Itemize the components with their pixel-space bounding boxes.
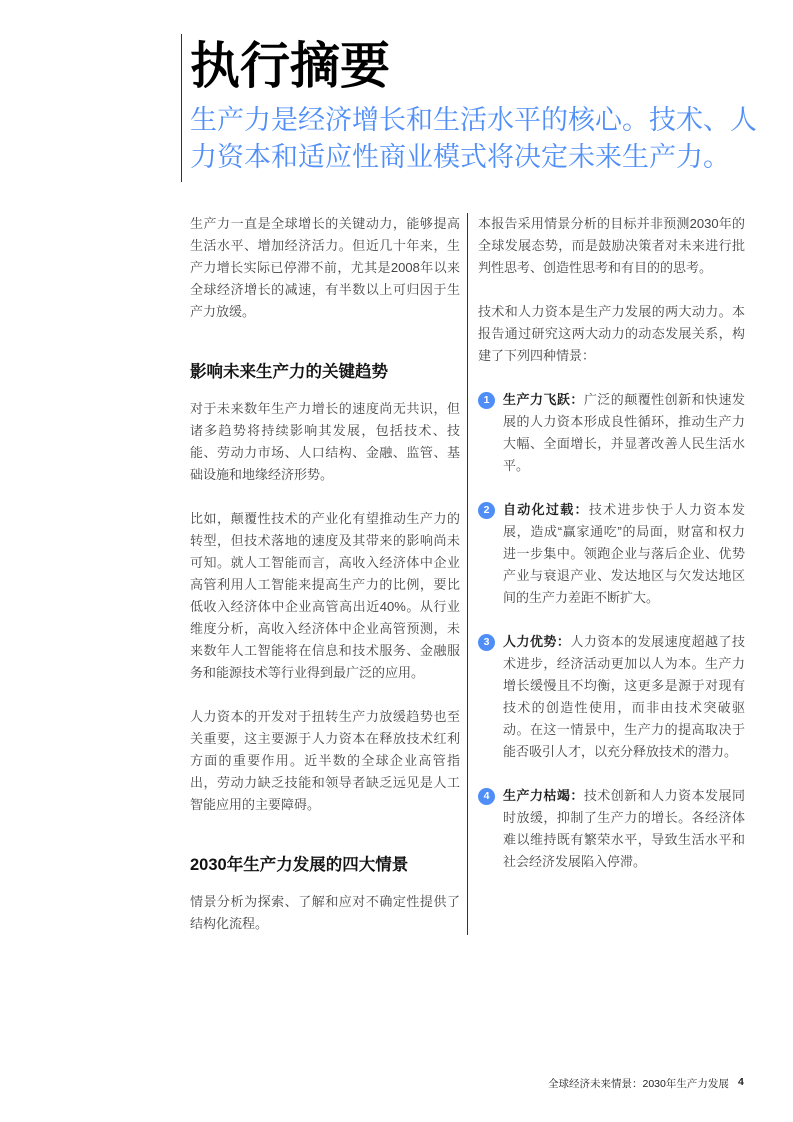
- scenario-text: 人力资本的发展速度超越了技术进步，经济活动更加以人为本。生产力增长缓慢且不均衡，这更多是源于对现有技术的创造性使用，而非由技术突破驱动。在这一情景中，生产力的提高取决于能否吸引人才，以充分释放技术的潜力。: [503, 634, 745, 759]
- right-column: [468, 213, 745, 935]
- number-badge-icon: 1: [478, 392, 495, 409]
- page-number: 4: [738, 1076, 744, 1088]
- scenario-text: 广泛的颠覆性创新和快速发展的人力资本形成良性循环，推动生产力大幅、全面增长，并显著改善人民生活水平。: [503, 392, 745, 473]
- section-heading-trends: 影响未来生产力的关键趋势: [190, 363, 388, 381]
- scenario-item-1: [478, 389, 745, 477]
- scenario-intro-paragraph: 情景分析为探索、了解和应对不确定性提供了结构化流程。: [190, 894, 460, 931]
- page-header: [181, 34, 770, 182]
- scenario-item-2: [478, 499, 745, 609]
- section-heading-scenarios: 2030年生产力发展的四大情景: [190, 856, 409, 874]
- footer-title: 全球经济未来情景：2030年生产力发展: [548, 1078, 729, 1090]
- left-column: [190, 213, 468, 935]
- scenario-text: 技术创新和人力资本发展同时放缓，抑制了生产力的增长。各经济体难以维持既有繁荣水平，导致生活水平和社会经济发展陷入停滞。: [503, 788, 745, 869]
- trends-paragraph: 对于未来数年生产力增长的速度尚无共识，但诸多趋势将持续影响其发展，包括技术、技能、劳动力市场、人口结构、金融、监管、基础设施和地缘经济形势。: [190, 401, 460, 482]
- drivers-paragraph: 技术和人力资本是生产力发展的两大动力。本报告通过研究这两大动力的动态发展关系，构建了下列四种情景：: [478, 304, 745, 363]
- page-subtitle: 生产力是经济增长和生活水平的核心。技术、人力资本和适应性商业模式将决定未来生产力。: [190, 105, 757, 172]
- scenario-label: 生产力飞跃：: [503, 392, 584, 407]
- number-badge-icon: 4: [478, 788, 495, 805]
- human-capital-paragraph: 人力资本的开发对于扭转生产力放缓趋势也至关重要，这主要源于人力资本在释放技术红利方面的重要作用。近半数的全球企业高管指出，劳动力缺乏技能和领导者缺乏远见是人工智能应用的主要障碍。: [190, 709, 460, 812]
- body-columns: [190, 213, 745, 935]
- page-title: 执行摘要: [190, 38, 390, 94]
- scenario-item-3: [478, 631, 745, 763]
- number-badge-icon: 3: [478, 634, 495, 651]
- number-badge-icon: 2: [478, 502, 495, 519]
- scenario-label: 自动化过载：: [503, 502, 589, 517]
- scenario-item-4: [478, 785, 745, 873]
- scenario-label: 生产力枯竭：: [503, 788, 584, 803]
- scenario-text: 技术进步快于人力资本发展，造成“赢家通吃”的局面，财富和权力进一步集中。领跑企业与落后企业、优势产业与衰退产业、发达地区与欠发达地区间的生产力差距不断扩大。: [503, 502, 745, 605]
- intro-paragraph: 生产力一直是全球增长的关键动力，能够提高生活水平、增加经济活力。但近几十年来，生产力增长实际已停滞不前，尤其是2008年以来全球经济增长的减速，有半数以上可归因于生产力放缓。: [190, 216, 460, 319]
- technology-paragraph: 比如，颠覆性技术的产业化有望推动生产力的转型，但技术落地的速度及其带来的影响尚未可知。就人工智能而言，高收入经济体中企业高管利用人工智能来提高生产力的比例，要比低收入经济体中企业高管高出近40%。从行业维度分析，高收入经济体中企业高管预测，未来数年人工智能将在信息和技术服务、金融服务和能源技术等行业得到最广泛的应用。: [190, 511, 460, 680]
- report-aim-paragraph: 本报告采用情景分析的目标并非预测2030年的全球发展态势，而是鼓励决策者对未来进行批判性思考、创造性思考和有目的的思考。: [478, 216, 745, 275]
- scenario-label: 人力优势：: [503, 634, 571, 649]
